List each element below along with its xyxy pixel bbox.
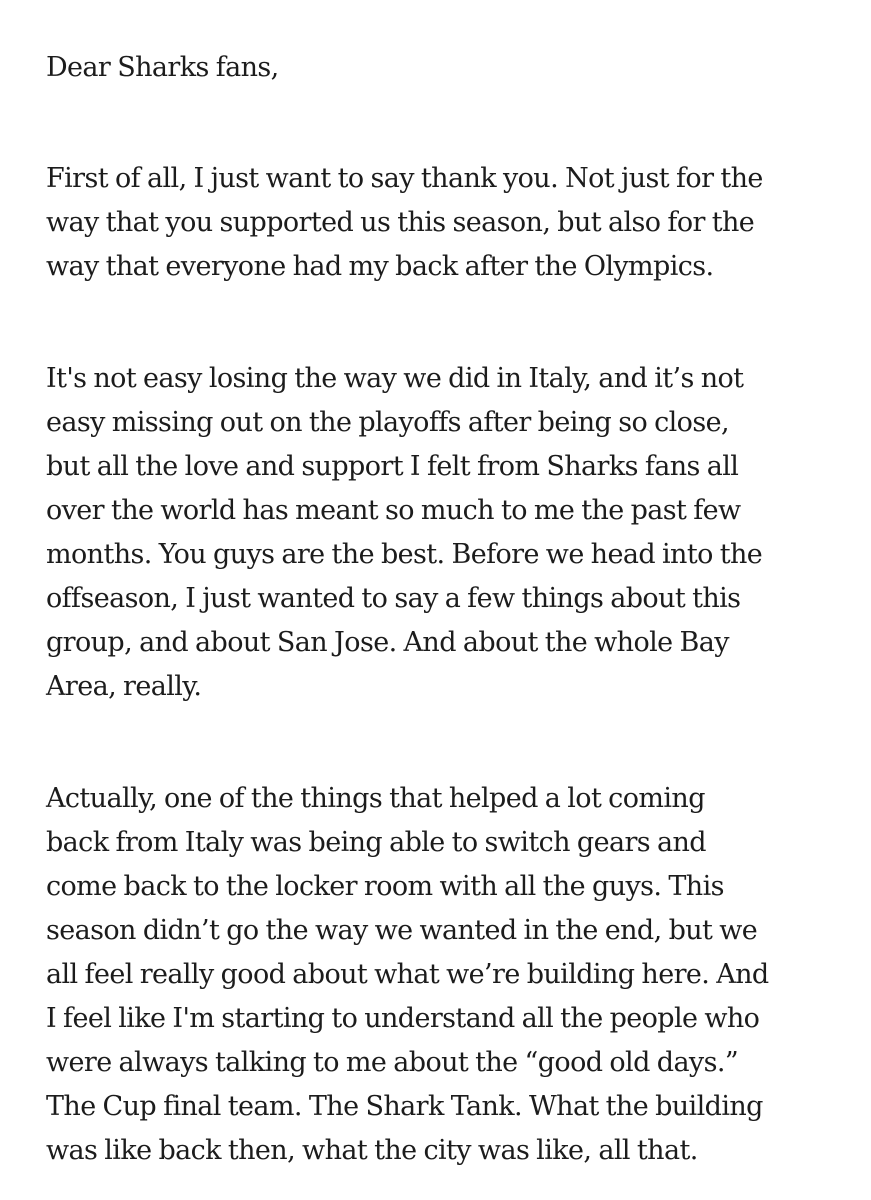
paragraph-line: way that you supported us this season, but also for the [46, 207, 755, 238]
paragraph-line: was like back then, what the city was like, all that. [46, 1135, 698, 1166]
paragraph-line: but all the love and support I felt from Sharks fans all [46, 451, 739, 482]
paragraph-line: come back to the locker room with all the guys. This [46, 871, 724, 902]
paragraph-line: Area, really. [46, 671, 202, 702]
paragraph-line: back from Italy was being able to switch gears and [46, 827, 706, 858]
paragraph-line: season didn’t go the way we wanted in the end, but we [46, 915, 758, 946]
paragraph-line: offseason, I just wanted to say a few things about this [46, 583, 741, 614]
paragraph-line: It's not easy losing the way we did in Italy, and it’s not [46, 363, 744, 394]
paragraph-line: First of all, I just want to say thank you. Not just for the [46, 163, 763, 194]
paragraph-line: easy missing out on the playoffs after being so close, [46, 407, 729, 438]
paragraph-line: I feel like I'm starting to understand all the people who [46, 1003, 760, 1034]
paragraph-line: over the world has meant so much to me the past few [46, 495, 741, 526]
paragraph-line: all feel really good about what we’re building here. And [46, 959, 769, 990]
paragraph-line: way that everyone had my back after the Olympics. [46, 251, 714, 282]
paragraph-line: The Cup final team. The Shark Tank. What the building [46, 1091, 763, 1122]
paragraph-line: months. You guys are the best. Before we head into the [46, 539, 763, 570]
greeting: Dear Sharks fans, [46, 52, 279, 83]
paragraph-line: group, and about San Jose. And about the whole Bay [46, 627, 729, 658]
paragraph-line: Actually, one of the things that helped a lot coming [46, 783, 705, 814]
paragraph-line: were always talking to me about the “good old days.” [46, 1047, 739, 1078]
